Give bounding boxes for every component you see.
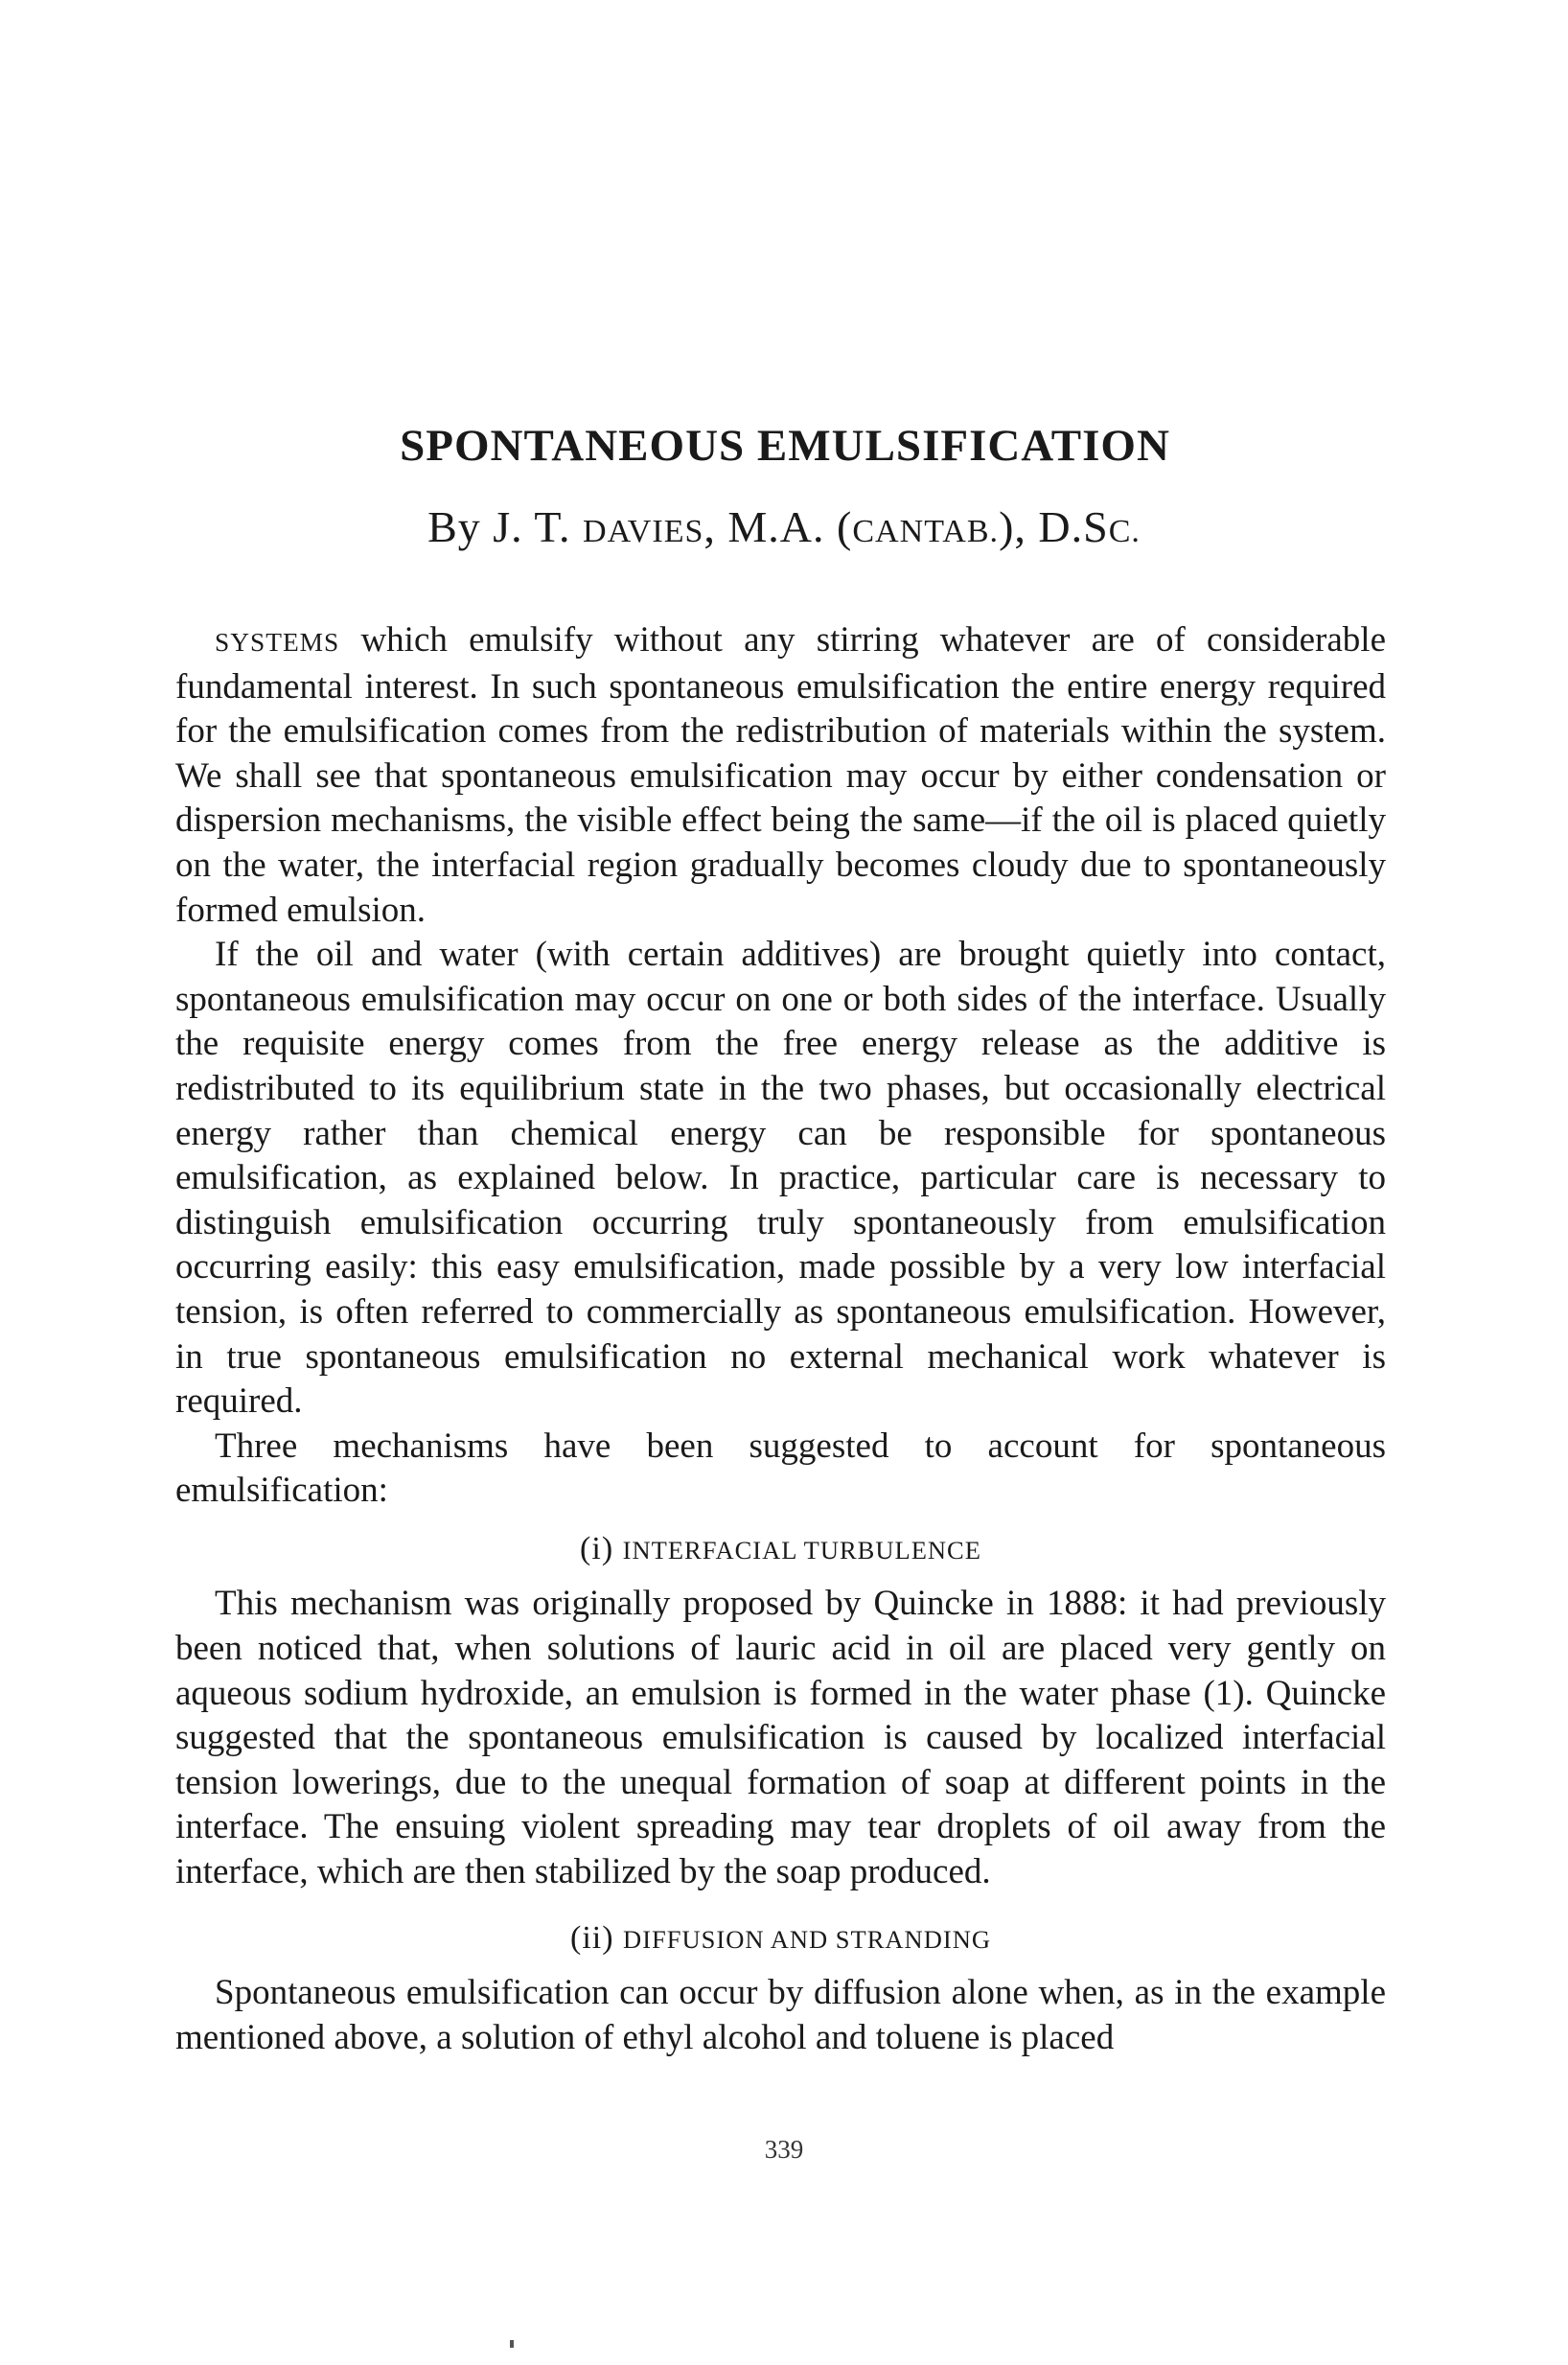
article-title: SPONTANEOUS EMULSIFICATION — [400, 421, 1170, 471]
byline-degree-suffix: C. — [1108, 514, 1141, 549]
scan-mark — [510, 2340, 514, 2348]
page-number: 339 — [764, 2135, 804, 2164]
section-heading-diffusion-and-stranding — [175, 1916, 1386, 1962]
byline-prefix: By J. T. — [427, 502, 584, 551]
section-heading-2-number: (ii) — [570, 1919, 624, 1956]
section-heading-interfacial-turbulence — [175, 1527, 1386, 1573]
byline-institution: CANTAB. — [852, 514, 1000, 549]
paragraph-2: If the oil and water (with certain additives) are brought quietly into contact, spontaneous emulsification may occur on one or both sides of the interface. Usually the requisite energy comes from the free energy release as the additive is redistributed to its equilibrium state in the two phases, but occasionally electrical energy rather than chemical energy can be responsible for spontaneous emulsification, as explained below. In practice, particular care is necessary to distinguish emulsification occurring truly spontaneously from emulsification occurring easily: this easy emulsification, made possible by a very low interfacial tension, is often referred to commercially as spontaneous emulsification. However, in true spontaneous emulsification no external mechanical work whatever is required. — [175, 935, 1386, 1422]
paragraph-4: This mechanism was originally proposed by Quincke in 1888: it had previously been noticed that, when solutions of lauric acid in oil are placed very gently on aqueous sodium hydroxide, an emulsion is formed in the water phase (1). Quincke suggested that the spontaneous emulsification is caused by localized interfacial tension lowerings, due to the unequal formation of soap at different points in the interface. The ensuing violent spreading may tear droplets of oil away from the interface, which are then stabilized by the soap produced. — [175, 1584, 1386, 1892]
section-heading-1-label: INTERFACIAL TURBULENCE — [622, 1535, 981, 1565]
byline-author-surname: DAVIES — [583, 514, 704, 549]
paragraph-1-text: which emulsify without any stirring whatever are of considerable fundamental interest. In such spontaneous emulsification the entire energy required for the emulsification comes from the redistribution of materials within the system. We shall see that spontaneous emulsification may occur by either condensation or dispersion mechanisms, the visible effect being the same—if the oil is placed quietly on the water, the interfacial region gradually becomes cloudy due to spontaneously formed emulsion. — [175, 620, 1386, 930]
section-heading-1-number: (i) — [580, 1530, 623, 1566]
paragraph-1-lead-word: SYSTEMS — [215, 628, 340, 657]
paragraph-3: Three mechanisms have been suggested to account for spontaneous emulsification: — [175, 1426, 1386, 1511]
article-byline — [0, 501, 1568, 552]
paragraph-1 — [175, 618, 1386, 933]
article-body — [175, 618, 1386, 2060]
byline-separator-2: ), D.S — [999, 502, 1109, 551]
byline-separator-1: , M.A. ( — [703, 502, 853, 551]
section-heading-2-label: DIFFUSION AND STRANDING — [623, 1924, 991, 1954]
paragraph-5: Spontaneous emulsification can occur by diffusion alone when, as in the example mentioned above, a solution of ethyl alcohol and toluene is placed — [175, 1973, 1386, 2057]
